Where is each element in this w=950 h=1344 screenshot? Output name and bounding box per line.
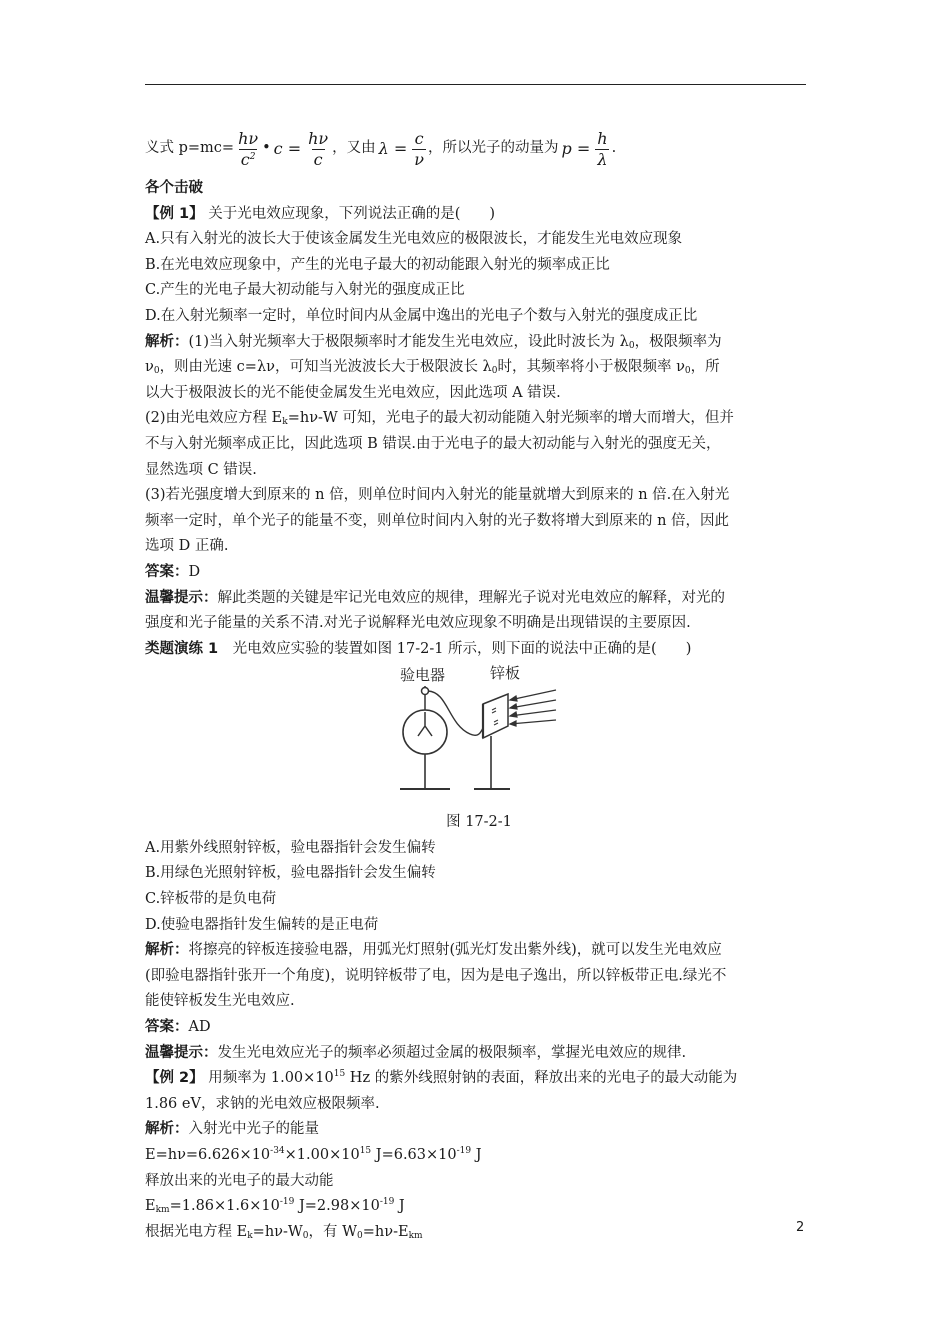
analysis-line xyxy=(145,1194,813,1220)
fraction-hv-c2 xyxy=(236,129,260,170)
analysis-text: ，有 W xyxy=(308,1223,358,1240)
subscript: k xyxy=(247,1230,253,1241)
analysis-text: ，极限频率为 xyxy=(634,333,722,350)
analysis-line: 释放出来的光电子的最大动能 xyxy=(145,1172,334,1189)
analysis-line xyxy=(145,1143,813,1169)
analysis-text: E=hν=6.626×10 xyxy=(145,1147,271,1163)
example1-question xyxy=(145,202,813,228)
fraction-hv-c xyxy=(306,129,330,170)
fraction-denominator: ν xyxy=(414,149,425,169)
analysis-line: 不与入射光频率成正比，因此选项 B 错误.由于光电子的最大初动能与入射光的强度无关， xyxy=(145,435,721,452)
superscript: -34 xyxy=(270,1146,285,1156)
answer-value: AD xyxy=(188,1019,211,1036)
option-d: D.在入射光频率一定时，单位时间内从金属中逸出的光电子个数与入射光的强度成正比 xyxy=(145,307,698,324)
subscript: 0 xyxy=(491,366,498,377)
analysis-text: 入射光中光子的能量 xyxy=(188,1121,319,1138)
practice-label: 类题演练 1 xyxy=(145,640,219,657)
analysis-text: J xyxy=(471,1147,482,1163)
analysis-line xyxy=(145,938,813,964)
formula-text: ，所以光子的动量为 xyxy=(428,140,559,157)
subscript: km xyxy=(155,1205,170,1216)
analysis-text: =hν-W 可知，光电子的最大初动能随入射光频率的增大而增大，但并 xyxy=(287,410,734,427)
fraction-denominator xyxy=(239,149,258,170)
analysis-text: ，所 xyxy=(690,359,720,376)
question-text: 关于光电效应现象，下列说法正确的是( ) xyxy=(203,205,496,222)
analysis-line xyxy=(145,355,813,381)
lambda-equals: λ = xyxy=(378,139,408,159)
tip-text: 解此类题的关键是牢记光电效应的规律，理解光子说对光电效应的解释，对光的 xyxy=(217,589,725,606)
tip-line: 强度和光子能量的关系不清.对光子说解释光电效应现象不明确是出现错误的主要原因. xyxy=(145,615,691,632)
analysis-text: =hν-W xyxy=(252,1223,303,1240)
analysis-text: E xyxy=(145,1198,156,1215)
analysis-line: (3)若光强度增大到原来的 n 倍，则单位时间内入射光的能量就增大到原来的 n 倍.在入射光 xyxy=(145,487,730,504)
example2-question xyxy=(145,1066,813,1092)
tip-line xyxy=(145,1041,813,1067)
analysis-text: J xyxy=(394,1198,405,1215)
dot-operator: • xyxy=(262,140,271,157)
fraction-denominator: λ xyxy=(597,149,608,169)
analysis-text: ，则由光速 c=λν，可知当光波波长大于极限波长 λ xyxy=(159,359,492,376)
analysis-text: (2)由光电效应方程 E xyxy=(145,410,283,427)
electroscope-diagram xyxy=(378,664,578,794)
fraction-numerator: hν xyxy=(308,128,329,148)
answer-line xyxy=(145,1015,813,1041)
momentum-formula xyxy=(145,122,813,176)
option-c: C.锌板带的是负电荷 xyxy=(145,891,277,908)
fraction-numerator: c xyxy=(414,128,424,148)
superscript: 15 xyxy=(359,1146,372,1156)
p-equals: p = xyxy=(561,139,591,159)
analysis-line: 显然选项 C 错误. xyxy=(145,461,257,478)
practice1-question xyxy=(145,637,813,663)
answer-label: 答案： xyxy=(145,1019,189,1036)
subscript: 0 xyxy=(302,1230,309,1241)
figure-caption: 图 17-2-1 xyxy=(446,814,512,831)
fraction-c-v xyxy=(412,129,426,170)
analysis-text: 时，其频率将小于极限频率 ν xyxy=(497,359,685,376)
option-d: D.使验电器指针发生偏转的是正电荷 xyxy=(145,916,379,933)
option-b: B.在光电效应现象中，产生的光电子最大的初动能跟入射光的频率成正比 xyxy=(145,256,610,273)
analysis-label: 解析： xyxy=(145,942,189,959)
option-a: A.只有入射光的波长大于使该金属发生光电效应的极限波长，才能发生光电效应现象 xyxy=(145,231,683,248)
subscript: km xyxy=(408,1230,423,1241)
analysis-text: J=6.63×10 xyxy=(371,1147,457,1163)
analysis-line: (即验电器指针张开一个角度)，说明锌板带了电，因为是电子逸出，所以锌板带正电.绿光不 xyxy=(145,967,727,984)
formula-prefix: 义式 p=mc= xyxy=(145,140,235,157)
question-text: Hz 的紫外线照射钠的表面，释放出来的光电子的最大动能为 xyxy=(345,1070,738,1087)
superscript: -19 xyxy=(279,1197,295,1208)
tip-line xyxy=(145,586,813,612)
answer-label: 答案： xyxy=(145,563,189,580)
tip-text: 发生光电效应光子的频率必须超过金属的极限频率，掌握光电效应的规律. xyxy=(217,1044,687,1061)
question-text: 光电效应实验的装置如图 17-2-1 所示，则下面的说法中正确的是( ) xyxy=(218,640,692,657)
fraction-denominator: c xyxy=(313,149,323,169)
analysis-text: ×1.00×10 xyxy=(284,1147,360,1163)
formula-text: ，又由 xyxy=(332,140,376,157)
light-rays xyxy=(510,690,556,726)
analysis-text: (1)当入射光频率大于极限频率时才能发生光电效应，设此时波长为 λ xyxy=(188,333,629,350)
analysis-line: 以大于极限波长的光不能使金属发生光电效应，因此选项 A 错误. xyxy=(145,384,561,401)
analysis-line xyxy=(145,406,813,432)
answer-value: D xyxy=(188,563,201,580)
analysis-line xyxy=(145,1220,813,1246)
figure-electroscope-zinc-plate xyxy=(145,662,813,794)
label-zinc-plate: 锌板 xyxy=(490,664,521,683)
analysis-line: 能使锌板发生光电效应. xyxy=(145,993,295,1010)
fraction-h-lambda xyxy=(595,129,609,170)
subscript: 0 xyxy=(357,1230,363,1241)
analysis-line xyxy=(145,330,813,356)
analysis-label: 解析： xyxy=(145,1121,189,1138)
superscript: -19 xyxy=(456,1146,472,1156)
superscript: -19 xyxy=(379,1197,395,1208)
subscript: 0 xyxy=(684,366,691,377)
answer-line xyxy=(145,560,813,586)
den-base: c xyxy=(240,149,250,169)
example-label: 【例 2】 xyxy=(145,1070,204,1087)
tip-label: 温馨提示： xyxy=(145,589,218,606)
tip-label: 温馨提示： xyxy=(145,1044,218,1061)
header-rule xyxy=(145,84,806,85)
example-label: 【例 1】 xyxy=(145,205,204,222)
option-b: B.用绿色光照射锌板，验电器指针会发生偏转 xyxy=(145,865,436,882)
superscript: 15 xyxy=(333,1069,346,1080)
option-a: A.用紫外线照射锌板，验电器指针会发生偏转 xyxy=(145,839,436,856)
electroscope-knob xyxy=(422,688,429,695)
analysis-line: 选项 D 正确. xyxy=(145,538,229,555)
subscript: 0 xyxy=(628,340,635,351)
page-number: 2 xyxy=(796,1220,805,1235)
label-electroscope: 验电器 xyxy=(400,666,446,685)
analysis-text: 将擦亮的锌板连接验电器，用弧光灯照射(弧光灯发出紫外线)，就可以发生光电效应 xyxy=(188,942,722,959)
analysis-line xyxy=(145,1117,813,1143)
analysis-text: 根据光电方程 E xyxy=(145,1223,248,1240)
section-title: 各个击破 xyxy=(145,180,203,196)
question-line: 1.86 eV，求钠的光电效应极限频率. xyxy=(145,1095,380,1112)
question-text: 用频率为 1.00×10 xyxy=(203,1070,334,1087)
analysis-text: =1.86×1.6×10 xyxy=(169,1198,280,1215)
analysis-text: ν xyxy=(145,359,154,376)
fraction-numerator: hν xyxy=(238,128,259,148)
fraction-numerator: h xyxy=(597,128,608,148)
option-c: C.产生的光电子最大初动能与入射光的强度成正比 xyxy=(145,282,465,299)
subscript: 0 xyxy=(153,366,160,377)
den-exponent: 2 xyxy=(249,151,256,162)
analysis-text: =hν-E xyxy=(362,1223,409,1240)
analysis-line: 频率一定时，单个光子的能量不变，则单位时间内入射的光子数将增大到原来的 n 倍，因此 xyxy=(145,512,730,529)
analysis-text: J=2.98×10 xyxy=(294,1198,380,1215)
c-equals: c = xyxy=(273,139,302,159)
zinc-plate xyxy=(483,694,508,738)
page-body xyxy=(145,122,813,1245)
subscript: k xyxy=(282,417,288,428)
analysis-label: 解析： xyxy=(145,333,189,350)
formula-end: . xyxy=(611,140,617,157)
